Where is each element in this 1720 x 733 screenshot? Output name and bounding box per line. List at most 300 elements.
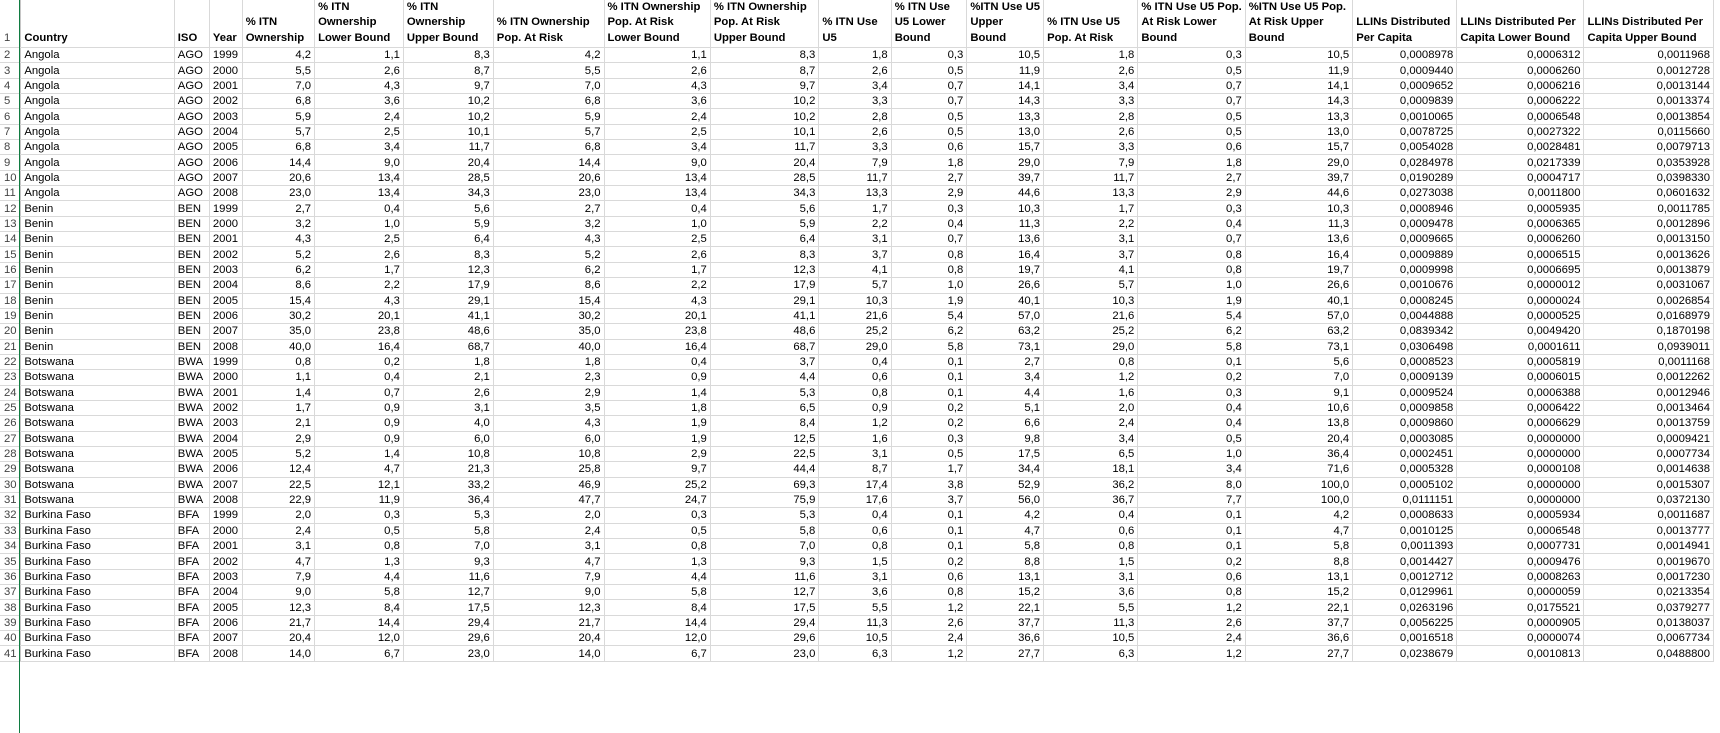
llins-per-capita-cell[interactable]: 0,0012712 bbox=[1353, 569, 1457, 584]
row-number[interactable]: 8 bbox=[0, 140, 21, 155]
row-number[interactable]: 26 bbox=[0, 416, 21, 431]
year-cell[interactable]: 2000 bbox=[209, 216, 242, 231]
itn-use-u5-upper-cell[interactable]: 52,9 bbox=[967, 477, 1044, 492]
itn-ownership-par-lower-cell[interactable]: 2,4 bbox=[604, 109, 710, 124]
itn-use-u5-cell[interactable]: 3,3 bbox=[819, 140, 891, 155]
itn-ownership-upper-cell[interactable]: 34,3 bbox=[403, 186, 493, 201]
iso-cell[interactable]: BWA bbox=[174, 492, 209, 507]
itn-ownership-par-cell[interactable]: 23,0 bbox=[493, 186, 604, 201]
itn-use-u5-lower-cell[interactable]: 5,8 bbox=[891, 339, 967, 354]
itn-ownership-lower-cell[interactable]: 13,4 bbox=[315, 170, 404, 185]
itn-use-u5-par-lower-cell[interactable]: 2,4 bbox=[1138, 631, 1245, 646]
itn-ownership-par-lower-cell[interactable]: 2,6 bbox=[604, 63, 710, 78]
country-cell[interactable]: Benin bbox=[21, 308, 174, 323]
itn-ownership-cell[interactable]: 1,1 bbox=[242, 370, 314, 385]
row-number[interactable]: 16 bbox=[0, 262, 21, 277]
country-cell[interactable]: Burkina Faso bbox=[21, 569, 174, 584]
llins-per-capita-cell[interactable]: 0,0044888 bbox=[1353, 308, 1457, 323]
itn-use-u5-upper-cell[interactable]: 3,4 bbox=[967, 370, 1044, 385]
itn-use-u5-upper-cell[interactable]: 8,8 bbox=[967, 554, 1044, 569]
itn-use-u5-par-lower-cell[interactable]: 0,6 bbox=[1138, 140, 1245, 155]
itn-use-u5-lower-cell[interactable]: 2,6 bbox=[891, 615, 967, 630]
itn-use-u5-par-upper-cell[interactable]: 13,8 bbox=[1245, 416, 1352, 431]
itn-use-u5-cell[interactable]: 10,5 bbox=[819, 631, 891, 646]
itn-use-u5-lower-cell[interactable]: 1,0 bbox=[891, 278, 967, 293]
llins-per-capita-lower-cell[interactable]: 0,0006365 bbox=[1457, 216, 1584, 231]
itn-use-u5-par-upper-cell[interactable]: 73,1 bbox=[1245, 339, 1352, 354]
itn-ownership-cell[interactable]: 23,0 bbox=[242, 186, 314, 201]
itn-use-u5-upper-cell[interactable]: 37,7 bbox=[967, 615, 1044, 630]
country-cell[interactable]: Botswana bbox=[21, 462, 174, 477]
itn-ownership-par-cell[interactable]: 46,9 bbox=[493, 477, 604, 492]
llins-per-capita-lower-cell[interactable]: 0,0028481 bbox=[1457, 140, 1584, 155]
itn-use-u5-upper-cell[interactable]: 9,8 bbox=[967, 431, 1044, 446]
country-cell[interactable]: Botswana bbox=[21, 416, 174, 431]
row-number[interactable]: 30 bbox=[0, 477, 21, 492]
itn-use-u5-lower-cell[interactable]: 0,7 bbox=[891, 78, 967, 93]
itn-use-u5-par-lower-cell[interactable]: 0,7 bbox=[1138, 232, 1245, 247]
itn-use-u5-par-lower-cell[interactable]: 3,4 bbox=[1138, 462, 1245, 477]
llins-per-capita-lower-cell[interactable]: 0,0000108 bbox=[1457, 462, 1584, 477]
itn-ownership-par-lower-cell[interactable]: 1,0 bbox=[604, 216, 710, 231]
itn-ownership-par-cell[interactable]: 5,2 bbox=[493, 247, 604, 262]
itn-ownership-par-cell[interactable]: 2,3 bbox=[493, 370, 604, 385]
itn-ownership-upper-cell[interactable]: 9,3 bbox=[403, 554, 493, 569]
llins-per-capita-lower-cell[interactable]: 0,0006260 bbox=[1457, 63, 1584, 78]
itn-use-u5-cell[interactable]: 25,2 bbox=[819, 324, 891, 339]
itn-ownership-cell[interactable]: 5,2 bbox=[242, 446, 314, 461]
itn-use-u5-lower-cell[interactable]: 0,1 bbox=[891, 523, 967, 538]
itn-use-u5-par-upper-cell[interactable]: 8,8 bbox=[1245, 554, 1352, 569]
iso-cell[interactable]: BEN bbox=[174, 216, 209, 231]
itn-use-u5-par-cell[interactable]: 5,7 bbox=[1044, 278, 1138, 293]
itn-use-u5-lower-cell[interactable]: 0,5 bbox=[891, 446, 967, 461]
itn-use-u5-par-cell[interactable]: 3,7 bbox=[1044, 247, 1138, 262]
itn-ownership-lower-cell[interactable]: 5,8 bbox=[315, 585, 404, 600]
iso-cell[interactable]: AGO bbox=[174, 140, 209, 155]
row-number[interactable]: 34 bbox=[0, 539, 21, 554]
itn-use-u5-par-cell[interactable]: 3,3 bbox=[1044, 140, 1138, 155]
row-number[interactable]: 25 bbox=[0, 400, 21, 415]
itn-ownership-lower-cell[interactable]: 0,9 bbox=[315, 416, 404, 431]
row-number[interactable]: 3 bbox=[0, 63, 21, 78]
itn-ownership-upper-cell[interactable]: 48,6 bbox=[403, 324, 493, 339]
itn-use-u5-par-cell[interactable]: 2,8 bbox=[1044, 109, 1138, 124]
itn-use-u5-par-upper-cell[interactable]: 14,1 bbox=[1245, 78, 1352, 93]
itn-ownership-par-lower-cell[interactable]: 20,1 bbox=[604, 308, 710, 323]
itn-ownership-par-lower-cell[interactable]: 1,4 bbox=[604, 385, 710, 400]
itn-use-u5-par-upper-cell[interactable]: 27,7 bbox=[1245, 646, 1352, 661]
itn-use-u5-lower-cell[interactable]: 0,6 bbox=[891, 140, 967, 155]
iso-cell[interactable]: AGO bbox=[174, 155, 209, 170]
itn-ownership-cell[interactable]: 2,4 bbox=[242, 523, 314, 538]
itn-use-u5-lower-cell[interactable]: 0,4 bbox=[891, 216, 967, 231]
year-cell[interactable]: 2004 bbox=[209, 431, 242, 446]
itn-ownership-par-lower-cell[interactable]: 2,5 bbox=[604, 124, 710, 139]
itn-use-u5-lower-cell[interactable]: 6,2 bbox=[891, 324, 967, 339]
itn-ownership-upper-cell[interactable]: 9,7 bbox=[403, 78, 493, 93]
itn-ownership-par-cell[interactable]: 30,2 bbox=[493, 308, 604, 323]
itn-ownership-lower-cell[interactable]: 1,4 bbox=[315, 446, 404, 461]
year-cell[interactable]: 2006 bbox=[209, 308, 242, 323]
itn-ownership-par-cell[interactable]: 47,7 bbox=[493, 492, 604, 507]
itn-ownership-par-lower-cell[interactable]: 2,2 bbox=[604, 278, 710, 293]
itn-use-u5-cell[interactable]: 5,5 bbox=[819, 600, 891, 615]
itn-use-u5-par-upper-cell[interactable]: 36,6 bbox=[1245, 631, 1352, 646]
llins-per-capita-upper-cell[interactable]: 0,0019670 bbox=[1584, 554, 1714, 569]
itn-ownership-cell[interactable]: 2,1 bbox=[242, 416, 314, 431]
itn-ownership-upper-cell[interactable]: 5,8 bbox=[403, 523, 493, 538]
llins-per-capita-cell[interactable]: 0,0111151 bbox=[1353, 492, 1457, 507]
itn-use-u5-par-lower-cell[interactable]: 0,1 bbox=[1138, 354, 1245, 369]
row-number[interactable]: 2 bbox=[0, 48, 21, 63]
llins-per-capita-cell[interactable]: 0,0008633 bbox=[1353, 508, 1457, 523]
iso-cell[interactable]: AGO bbox=[174, 48, 209, 63]
itn-use-u5-lower-cell[interactable]: 1,2 bbox=[891, 600, 967, 615]
itn-use-u5-cell[interactable]: 2,6 bbox=[819, 63, 891, 78]
itn-ownership-upper-cell[interactable]: 33,2 bbox=[403, 477, 493, 492]
itn-use-u5-par-lower-cell[interactable]: 8,0 bbox=[1138, 477, 1245, 492]
llins-per-capita-upper-cell[interactable]: 0,0601632 bbox=[1584, 186, 1714, 201]
itn-ownership-lower-cell[interactable]: 0,4 bbox=[315, 370, 404, 385]
itn-use-u5-par-cell[interactable]: 13,3 bbox=[1044, 186, 1138, 201]
itn-ownership-lower-cell[interactable]: 2,6 bbox=[315, 247, 404, 262]
llins-per-capita-upper-cell[interactable]: 0,0011968 bbox=[1584, 48, 1714, 63]
itn-ownership-par-upper-cell[interactable]: 29,4 bbox=[710, 615, 819, 630]
llins-per-capita-upper-cell[interactable]: 0,0013144 bbox=[1584, 78, 1714, 93]
itn-ownership-lower-cell[interactable]: 1,7 bbox=[315, 262, 404, 277]
country-cell[interactable]: Angola bbox=[21, 124, 174, 139]
itn-use-u5-par-lower-cell[interactable]: 1,2 bbox=[1138, 600, 1245, 615]
itn-ownership-lower-cell[interactable]: 12,0 bbox=[315, 631, 404, 646]
itn-ownership-lower-cell[interactable]: 0,9 bbox=[315, 400, 404, 415]
year-cell[interactable]: 2003 bbox=[209, 262, 242, 277]
iso-cell[interactable]: BEN bbox=[174, 308, 209, 323]
llins-per-capita-cell[interactable]: 0,0010125 bbox=[1353, 523, 1457, 538]
itn-ownership-par-upper-cell[interactable]: 44,4 bbox=[710, 462, 819, 477]
itn-use-u5-par-lower-cell[interactable]: 0,5 bbox=[1138, 431, 1245, 446]
itn-use-u5-par-cell[interactable]: 1,2 bbox=[1044, 370, 1138, 385]
itn-use-u5-par-cell[interactable]: 6,5 bbox=[1044, 446, 1138, 461]
country-cell[interactable]: Burkina Faso bbox=[21, 600, 174, 615]
iso-cell[interactable]: BWA bbox=[174, 354, 209, 369]
row-number[interactable]: 12 bbox=[0, 201, 21, 216]
itn-ownership-lower-cell[interactable]: 4,4 bbox=[315, 569, 404, 584]
itn-use-u5-cell[interactable]: 3,1 bbox=[819, 569, 891, 584]
itn-use-u5-cell[interactable]: 17,4 bbox=[819, 477, 891, 492]
itn-ownership-par-cell[interactable]: 3,2 bbox=[493, 216, 604, 231]
row-number[interactable]: 7 bbox=[0, 124, 21, 139]
itn-use-u5-par-lower-cell[interactable]: 5,4 bbox=[1138, 308, 1245, 323]
itn-use-u5-par-lower-cell[interactable]: 0,1 bbox=[1138, 523, 1245, 538]
iso-cell[interactable]: BEN bbox=[174, 262, 209, 277]
llins-per-capita-upper-cell[interactable]: 0,0168979 bbox=[1584, 308, 1714, 323]
year-cell[interactable]: 2006 bbox=[209, 462, 242, 477]
llins-per-capita-lower-cell[interactable]: 0,0006015 bbox=[1457, 370, 1584, 385]
itn-use-u5-cell[interactable]: 2,8 bbox=[819, 109, 891, 124]
llins-per-capita-lower-cell[interactable]: 0,0000000 bbox=[1457, 446, 1584, 461]
header-llins-per-capita[interactable]: LLINs Distributed Per Capita bbox=[1353, 0, 1457, 48]
itn-ownership-cell[interactable]: 5,2 bbox=[242, 247, 314, 262]
itn-ownership-lower-cell[interactable]: 2,2 bbox=[315, 278, 404, 293]
itn-ownership-upper-cell[interactable]: 10,2 bbox=[403, 109, 493, 124]
llins-per-capita-lower-cell[interactable]: 0,0006548 bbox=[1457, 109, 1584, 124]
iso-cell[interactable]: BWA bbox=[174, 370, 209, 385]
itn-ownership-par-upper-cell[interactable]: 75,9 bbox=[710, 492, 819, 507]
row-number[interactable]: 5 bbox=[0, 94, 21, 109]
itn-use-u5-par-lower-cell[interactable]: 0,2 bbox=[1138, 554, 1245, 569]
itn-ownership-par-cell[interactable]: 3,5 bbox=[493, 400, 604, 415]
year-cell[interactable]: 2008 bbox=[209, 186, 242, 201]
itn-use-u5-par-upper-cell[interactable]: 44,6 bbox=[1245, 186, 1352, 201]
itn-ownership-cell[interactable]: 12,3 bbox=[242, 600, 314, 615]
itn-use-u5-lower-cell[interactable]: 0,1 bbox=[891, 385, 967, 400]
llins-per-capita-cell[interactable]: 0,0005102 bbox=[1353, 477, 1457, 492]
itn-ownership-par-lower-cell[interactable]: 9,7 bbox=[604, 462, 710, 477]
itn-ownership-par-lower-cell[interactable]: 4,3 bbox=[604, 293, 710, 308]
itn-use-u5-upper-cell[interactable]: 73,1 bbox=[967, 339, 1044, 354]
itn-ownership-par-lower-cell[interactable]: 1,9 bbox=[604, 431, 710, 446]
itn-ownership-cell[interactable]: 20,6 bbox=[242, 170, 314, 185]
llins-per-capita-cell[interactable]: 0,0009524 bbox=[1353, 385, 1457, 400]
iso-cell[interactable]: BWA bbox=[174, 462, 209, 477]
country-cell[interactable]: Botswana bbox=[21, 492, 174, 507]
country-cell[interactable]: Benin bbox=[21, 293, 174, 308]
llins-per-capita-lower-cell[interactable]: 0,0005935 bbox=[1457, 201, 1584, 216]
itn-ownership-upper-cell[interactable]: 11,6 bbox=[403, 569, 493, 584]
itn-ownership-par-upper-cell[interactable]: 6,4 bbox=[710, 232, 819, 247]
itn-ownership-par-upper-cell[interactable]: 8,4 bbox=[710, 416, 819, 431]
llins-per-capita-lower-cell[interactable]: 0,0000525 bbox=[1457, 308, 1584, 323]
itn-ownership-par-upper-cell[interactable]: 10,2 bbox=[710, 109, 819, 124]
itn-ownership-par-upper-cell[interactable]: 5,3 bbox=[710, 508, 819, 523]
itn-use-u5-par-lower-cell[interactable]: 0,8 bbox=[1138, 262, 1245, 277]
itn-use-u5-upper-cell[interactable]: 13,0 bbox=[967, 124, 1044, 139]
itn-ownership-par-cell[interactable]: 4,3 bbox=[493, 232, 604, 247]
itn-use-u5-par-lower-cell[interactable]: 1,9 bbox=[1138, 293, 1245, 308]
row-number[interactable]: 41 bbox=[0, 646, 21, 661]
itn-ownership-upper-cell[interactable]: 41,1 bbox=[403, 308, 493, 323]
itn-ownership-par-upper-cell[interactable]: 3,7 bbox=[710, 354, 819, 369]
itn-use-u5-par-cell[interactable]: 0,6 bbox=[1044, 523, 1138, 538]
llins-per-capita-cell[interactable]: 0,0008946 bbox=[1353, 201, 1457, 216]
itn-use-u5-par-upper-cell[interactable]: 36,4 bbox=[1245, 446, 1352, 461]
year-cell[interactable]: 2005 bbox=[209, 446, 242, 461]
llins-per-capita-upper-cell[interactable]: 0,0007734 bbox=[1584, 446, 1714, 461]
itn-ownership-upper-cell[interactable]: 4,0 bbox=[403, 416, 493, 431]
header-itn-use-u5-upper[interactable]: %ITN Use U5 Upper Bound bbox=[967, 0, 1044, 48]
itn-ownership-cell[interactable]: 4,2 bbox=[242, 48, 314, 63]
itn-use-u5-cell[interactable]: 0,8 bbox=[819, 385, 891, 400]
country-cell[interactable]: Angola bbox=[21, 63, 174, 78]
country-cell[interactable]: Burkina Faso bbox=[21, 631, 174, 646]
row-number[interactable]: 35 bbox=[0, 554, 21, 569]
itn-use-u5-cell[interactable]: 0,4 bbox=[819, 354, 891, 369]
year-cell[interactable]: 1999 bbox=[209, 48, 242, 63]
itn-use-u5-upper-cell[interactable]: 44,6 bbox=[967, 186, 1044, 201]
country-cell[interactable]: Benin bbox=[21, 216, 174, 231]
itn-ownership-par-cell[interactable]: 21,7 bbox=[493, 615, 604, 630]
itn-use-u5-lower-cell[interactable]: 0,5 bbox=[891, 109, 967, 124]
iso-cell[interactable]: BEN bbox=[174, 324, 209, 339]
itn-use-u5-par-lower-cell[interactable]: 0,4 bbox=[1138, 416, 1245, 431]
itn-use-u5-par-upper-cell[interactable]: 37,7 bbox=[1245, 615, 1352, 630]
itn-ownership-lower-cell[interactable]: 16,4 bbox=[315, 339, 404, 354]
itn-ownership-cell[interactable]: 5,9 bbox=[242, 109, 314, 124]
llins-per-capita-upper-cell[interactable]: 0,0015307 bbox=[1584, 477, 1714, 492]
itn-use-u5-par-cell[interactable]: 2,6 bbox=[1044, 63, 1138, 78]
itn-ownership-par-cell[interactable]: 2,0 bbox=[493, 508, 604, 523]
itn-use-u5-par-lower-cell[interactable]: 0,8 bbox=[1138, 247, 1245, 262]
year-cell[interactable]: 2001 bbox=[209, 539, 242, 554]
itn-ownership-par-cell[interactable]: 4,7 bbox=[493, 554, 604, 569]
itn-use-u5-par-upper-cell[interactable]: 13,3 bbox=[1245, 109, 1352, 124]
itn-use-u5-upper-cell[interactable]: 40,1 bbox=[967, 293, 1044, 308]
llins-per-capita-cell[interactable]: 0,0284978 bbox=[1353, 155, 1457, 170]
itn-ownership-par-cell[interactable]: 5,9 bbox=[493, 109, 604, 124]
country-cell[interactable]: Benin bbox=[21, 247, 174, 262]
llins-per-capita-cell[interactable]: 0,0190289 bbox=[1353, 170, 1457, 185]
itn-ownership-par-lower-cell[interactable]: 1,3 bbox=[604, 554, 710, 569]
itn-use-u5-par-cell[interactable]: 10,3 bbox=[1044, 293, 1138, 308]
llins-per-capita-lower-cell[interactable]: 0,0006695 bbox=[1457, 262, 1584, 277]
itn-use-u5-upper-cell[interactable]: 56,0 bbox=[967, 492, 1044, 507]
header-llins-per-capita-lower[interactable]: LLINs Distributed Per Capita Lower Bound bbox=[1457, 0, 1584, 48]
row-number[interactable]: 38 bbox=[0, 600, 21, 615]
itn-ownership-par-cell[interactable]: 5,5 bbox=[493, 63, 604, 78]
year-cell[interactable]: 2002 bbox=[209, 554, 242, 569]
year-cell[interactable]: 2001 bbox=[209, 385, 242, 400]
llins-per-capita-cell[interactable]: 0,0009665 bbox=[1353, 232, 1457, 247]
row-number[interactable]: 29 bbox=[0, 462, 21, 477]
itn-ownership-par-upper-cell[interactable]: 41,1 bbox=[710, 308, 819, 323]
itn-use-u5-lower-cell[interactable]: 0,2 bbox=[891, 554, 967, 569]
row-number[interactable]: 6 bbox=[0, 109, 21, 124]
itn-ownership-par-lower-cell[interactable]: 5,8 bbox=[604, 585, 710, 600]
itn-use-u5-par-cell[interactable]: 10,5 bbox=[1044, 631, 1138, 646]
header-itn-ownership[interactable]: % ITN Ownership bbox=[242, 0, 314, 48]
itn-use-u5-upper-cell[interactable]: 5,1 bbox=[967, 400, 1044, 415]
itn-use-u5-cell[interactable]: 1,5 bbox=[819, 554, 891, 569]
itn-ownership-par-cell[interactable]: 2,7 bbox=[493, 201, 604, 216]
country-cell[interactable]: Botswana bbox=[21, 370, 174, 385]
itn-ownership-lower-cell[interactable]: 1,1 bbox=[315, 48, 404, 63]
llins-per-capita-lower-cell[interactable]: 0,0001611 bbox=[1457, 339, 1584, 354]
itn-use-u5-par-upper-cell[interactable]: 5,8 bbox=[1245, 539, 1352, 554]
itn-ownership-par-upper-cell[interactable]: 29,6 bbox=[710, 631, 819, 646]
itn-ownership-par-lower-cell[interactable]: 16,4 bbox=[604, 339, 710, 354]
itn-use-u5-par-lower-cell[interactable]: 0,7 bbox=[1138, 94, 1245, 109]
llins-per-capita-upper-cell[interactable]: 0,0017230 bbox=[1584, 569, 1714, 584]
itn-use-u5-par-cell[interactable]: 3,4 bbox=[1044, 78, 1138, 93]
itn-ownership-par-upper-cell[interactable]: 22,5 bbox=[710, 446, 819, 461]
iso-cell[interactable]: BWA bbox=[174, 416, 209, 431]
iso-cell[interactable]: BFA bbox=[174, 631, 209, 646]
itn-ownership-lower-cell[interactable]: 12,1 bbox=[315, 477, 404, 492]
iso-cell[interactable]: BFA bbox=[174, 508, 209, 523]
year-cell[interactable]: 2002 bbox=[209, 400, 242, 415]
itn-ownership-par-cell[interactable]: 20,4 bbox=[493, 631, 604, 646]
itn-ownership-cell[interactable]: 14,0 bbox=[242, 646, 314, 661]
itn-use-u5-par-cell[interactable]: 3,1 bbox=[1044, 232, 1138, 247]
row-number[interactable]: 15 bbox=[0, 247, 21, 262]
year-cell[interactable]: 2008 bbox=[209, 646, 242, 661]
llins-per-capita-cell[interactable]: 0,0002451 bbox=[1353, 446, 1457, 461]
llins-per-capita-cell[interactable]: 0,0009858 bbox=[1353, 400, 1457, 415]
iso-cell[interactable]: AGO bbox=[174, 170, 209, 185]
itn-use-u5-par-upper-cell[interactable]: 11,3 bbox=[1245, 216, 1352, 231]
itn-use-u5-upper-cell[interactable]: 27,7 bbox=[967, 646, 1044, 661]
itn-ownership-upper-cell[interactable]: 3,1 bbox=[403, 400, 493, 415]
itn-ownership-lower-cell[interactable]: 0,8 bbox=[315, 539, 404, 554]
itn-use-u5-cell[interactable]: 3,3 bbox=[819, 94, 891, 109]
itn-ownership-par-upper-cell[interactable]: 34,3 bbox=[710, 186, 819, 201]
itn-ownership-cell[interactable]: 8,6 bbox=[242, 278, 314, 293]
year-cell[interactable]: 1999 bbox=[209, 354, 242, 369]
itn-use-u5-cell[interactable]: 21,6 bbox=[819, 308, 891, 323]
itn-ownership-par-upper-cell[interactable]: 10,1 bbox=[710, 124, 819, 139]
itn-ownership-upper-cell[interactable]: 11,7 bbox=[403, 140, 493, 155]
itn-use-u5-par-cell[interactable]: 6,3 bbox=[1044, 646, 1138, 661]
itn-ownership-par-lower-cell[interactable]: 0,4 bbox=[604, 354, 710, 369]
itn-ownership-par-cell[interactable]: 2,4 bbox=[493, 523, 604, 538]
row-number[interactable]: 39 bbox=[0, 615, 21, 630]
itn-ownership-cell[interactable]: 0,8 bbox=[242, 354, 314, 369]
country-cell[interactable]: Burkina Faso bbox=[21, 508, 174, 523]
itn-use-u5-par-cell[interactable]: 1,6 bbox=[1044, 385, 1138, 400]
itn-ownership-cell[interactable]: 1,4 bbox=[242, 385, 314, 400]
itn-use-u5-par-cell[interactable]: 1,7 bbox=[1044, 201, 1138, 216]
llins-per-capita-cell[interactable]: 0,0306498 bbox=[1353, 339, 1457, 354]
itn-use-u5-par-lower-cell[interactable]: 0,1 bbox=[1138, 539, 1245, 554]
country-cell[interactable]: Botswana bbox=[21, 431, 174, 446]
itn-ownership-par-upper-cell[interactable]: 12,5 bbox=[710, 431, 819, 446]
itn-use-u5-upper-cell[interactable]: 6,6 bbox=[967, 416, 1044, 431]
itn-use-u5-par-upper-cell[interactable]: 20,4 bbox=[1245, 431, 1352, 446]
llins-per-capita-lower-cell[interactable]: 0,0000000 bbox=[1457, 477, 1584, 492]
itn-use-u5-par-upper-cell[interactable]: 14,3 bbox=[1245, 94, 1352, 109]
itn-use-u5-upper-cell[interactable]: 10,5 bbox=[967, 48, 1044, 63]
itn-ownership-lower-cell[interactable]: 0,2 bbox=[315, 354, 404, 369]
itn-use-u5-cell[interactable]: 5,7 bbox=[819, 278, 891, 293]
itn-use-u5-par-lower-cell[interactable]: 0,5 bbox=[1138, 124, 1245, 139]
header-itn-ownership-par-lower[interactable]: % ITN Ownership Pop. At Risk Lower Bound bbox=[604, 0, 710, 48]
year-cell[interactable]: 2008 bbox=[209, 492, 242, 507]
year-cell[interactable]: 2007 bbox=[209, 170, 242, 185]
itn-ownership-par-lower-cell[interactable]: 9,0 bbox=[604, 155, 710, 170]
itn-use-u5-par-cell[interactable]: 0,8 bbox=[1044, 539, 1138, 554]
header-country[interactable]: Country bbox=[21, 0, 174, 48]
itn-use-u5-upper-cell[interactable]: 63,2 bbox=[967, 324, 1044, 339]
itn-ownership-cell[interactable]: 4,3 bbox=[242, 232, 314, 247]
itn-ownership-par-cell[interactable]: 15,4 bbox=[493, 293, 604, 308]
llins-per-capita-lower-cell[interactable]: 0,0006515 bbox=[1457, 247, 1584, 262]
itn-ownership-lower-cell[interactable]: 2,4 bbox=[315, 109, 404, 124]
itn-ownership-lower-cell[interactable]: 13,4 bbox=[315, 186, 404, 201]
llins-per-capita-upper-cell[interactable]: 0,0939011 bbox=[1584, 339, 1714, 354]
itn-use-u5-par-lower-cell[interactable]: 1,0 bbox=[1138, 278, 1245, 293]
llins-per-capita-lower-cell[interactable]: 0,0005934 bbox=[1457, 508, 1584, 523]
year-cell[interactable]: 2005 bbox=[209, 293, 242, 308]
itn-use-u5-cell[interactable]: 3,4 bbox=[819, 78, 891, 93]
iso-cell[interactable]: AGO bbox=[174, 78, 209, 93]
itn-ownership-lower-cell[interactable]: 0,5 bbox=[315, 523, 404, 538]
itn-ownership-lower-cell[interactable]: 3,4 bbox=[315, 140, 404, 155]
llins-per-capita-cell[interactable]: 0,0273038 bbox=[1353, 186, 1457, 201]
country-cell[interactable]: Burkina Faso bbox=[21, 585, 174, 600]
llins-per-capita-lower-cell[interactable]: 0,0004717 bbox=[1457, 170, 1584, 185]
itn-use-u5-upper-cell[interactable]: 14,1 bbox=[967, 78, 1044, 93]
